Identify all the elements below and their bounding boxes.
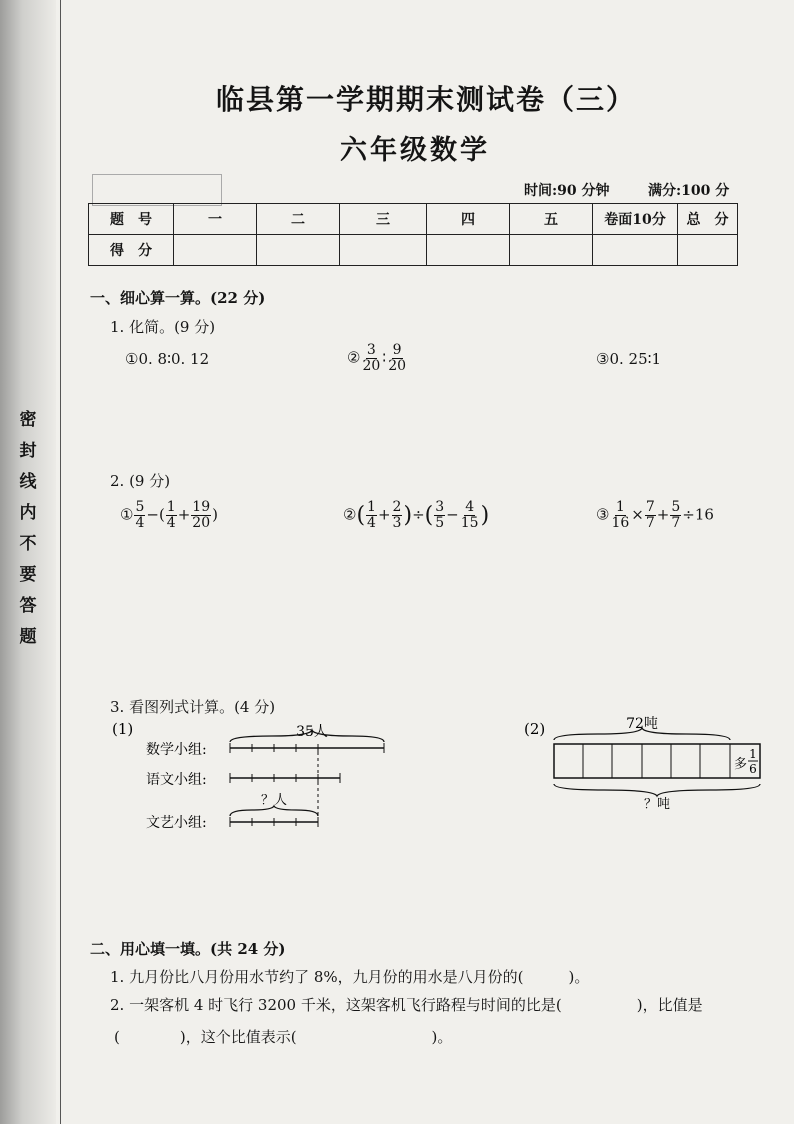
score-input-cell[interactable] [174, 235, 257, 266]
score-header-cell: 卷面10分 [593, 204, 678, 235]
diagram2-more-numerator: 1 [749, 747, 757, 761]
diagram1-total-label: 35人 [296, 724, 328, 740]
item-number: ② [347, 348, 361, 367]
score-header-cell: 二 [257, 204, 340, 235]
diagram2-total-label: 72吨 [626, 716, 658, 732]
paren-close: ) [403, 503, 413, 528]
operator: ÷ [412, 505, 425, 524]
fill-question-1: 1. 九月份比八月份用水节约了 8%，九月份的用水是八月份的( )。 [110, 968, 590, 986]
denominator: 7 [645, 515, 655, 531]
score-table-header [89, 204, 738, 235]
q3-label: 3. 看图列式计算。(4 分) [110, 698, 276, 716]
fraction [191, 500, 211, 531]
operator: −( [146, 505, 165, 524]
denominator: 4 [166, 515, 176, 531]
fraction [166, 500, 177, 531]
seal-char: 线 [19, 472, 37, 492]
paren-open: ( [424, 503, 434, 528]
fill-question-2-line1: 2. 一架客机 4 时飞行 3200 千米，这架客机飞行路程与时间的比是( )，比值是 [110, 996, 703, 1014]
seal-char: 答 [19, 596, 37, 616]
score-input-cell[interactable] [510, 235, 593, 266]
score-header-cell: 一 [174, 204, 257, 235]
seal-char: 封 [19, 441, 37, 461]
q2-item-c [596, 500, 714, 531]
denominator: 20 [388, 358, 407, 374]
denominator: 15 [460, 515, 479, 531]
operator: ) [212, 505, 218, 524]
operator: + [377, 505, 391, 524]
q2-item-b [343, 500, 489, 531]
q2-label: 2. (9 分) [110, 472, 171, 490]
diagram2-unknown-label: ？吨 [643, 797, 671, 812]
operator: + [656, 505, 670, 524]
diagram2-more-label: 多 [734, 757, 748, 772]
numerator: 3 [435, 499, 445, 515]
diagram2-unknown-brace [554, 784, 760, 796]
paren-close: ) [480, 503, 490, 528]
segment-diagram-1 [112, 716, 412, 836]
denominator: 4 [135, 515, 145, 531]
q1-item-b [347, 343, 408, 374]
seal-char: 要 [19, 565, 37, 585]
full-score-info: 满分:100 分 [648, 183, 730, 199]
score-input-cell[interactable] [678, 235, 738, 266]
operator: ÷16 [682, 505, 714, 524]
denominator: 3 [392, 515, 402, 531]
seal-char: 内 [19, 503, 37, 523]
exam-title: 临县第一学期期末测试卷（三） [216, 83, 637, 116]
scorer-box [92, 174, 222, 206]
fraction [460, 500, 480, 531]
exam-subtitle: 六年级数学 [340, 135, 490, 166]
operator: + [177, 505, 191, 524]
diagram2-bar [554, 744, 760, 778]
score-header-cell: 题 号 [89, 204, 174, 235]
score-row-label: 得 分 [89, 235, 174, 266]
score-header-cell: 总 分 [678, 204, 738, 235]
denominator: 7 [671, 515, 681, 531]
fraction [434, 500, 445, 531]
numerator: 5 [135, 499, 145, 515]
numerator: 4 [465, 499, 475, 515]
numerator: 3 [366, 342, 376, 358]
section2-heading: 二、用心填一填。(共 24 分) [90, 940, 286, 958]
seal-char: 密 [19, 410, 37, 430]
seal-char: 不 [19, 534, 37, 554]
fill-question-2-line2: ( )，这个比值表示( )。 [114, 1028, 453, 1046]
score-input-cell[interactable] [593, 235, 678, 266]
fraction [366, 500, 377, 531]
diagram1-row-label: 文艺小组: [146, 815, 207, 831]
denominator: 20 [192, 515, 211, 531]
denominator: 5 [435, 515, 445, 531]
numerator: 2 [392, 499, 402, 515]
q1-label: 1. 化简。(9 分) [110, 318, 216, 336]
numerator: 19 [192, 499, 211, 515]
operator: × [631, 505, 644, 524]
binding-line [60, 0, 61, 1124]
numerator: 1 [615, 499, 625, 515]
seal-char: 题 [19, 627, 37, 647]
section1-heading: 一、细心算一算。(22 分) [90, 289, 266, 307]
diagram1-unknown-label: ？人 [260, 793, 288, 808]
score-table [88, 203, 738, 266]
score-header-cell: 五 [510, 204, 593, 235]
diagram2-more-denominator: 6 [749, 762, 757, 776]
q2-item-a [120, 500, 218, 531]
score-input-cell[interactable] [257, 235, 340, 266]
seal-text [14, 405, 42, 653]
score-header-cell: 四 [427, 204, 510, 235]
paren-open: ( [356, 503, 366, 528]
diagram2-label: (2) [524, 720, 546, 738]
denominator: 4 [367, 515, 376, 531]
score-header-cell: 三 [340, 204, 427, 235]
q1-item-c: ③0. 25∶1 [596, 350, 662, 368]
score-table-row [89, 235, 738, 266]
fraction [387, 343, 407, 374]
numerator: 5 [671, 499, 681, 515]
diagram1-row-label: 数学小组: [146, 742, 207, 758]
time-info: 时间:90 分钟 [524, 183, 610, 199]
fraction [392, 500, 403, 531]
item-number: ② [343, 505, 357, 524]
score-input-cell[interactable] [340, 235, 427, 266]
denominator: 20 [362, 358, 381, 374]
item-number: ③ [596, 505, 610, 524]
diagram1-label: (1) [112, 720, 134, 738]
q1-item-a: ①0. 8∶0. 12 [125, 350, 210, 368]
item-number: ① [120, 505, 134, 524]
fraction [361, 343, 381, 374]
denominator: 16 [611, 515, 630, 531]
numerator: 9 [392, 342, 402, 358]
fraction [670, 500, 681, 531]
score-input-cell[interactable] [427, 235, 510, 266]
segment-diagram-2 [524, 712, 774, 812]
ratio-sign: ∶ [382, 348, 387, 367]
diagram1-row-label: 语文小组: [146, 772, 207, 788]
fraction [134, 500, 145, 531]
numerator: 1 [367, 499, 376, 515]
operator: − [446, 505, 459, 524]
numerator: 7 [645, 499, 655, 515]
numerator: 1 [166, 499, 176, 515]
fraction [645, 500, 656, 531]
fraction [610, 500, 630, 531]
